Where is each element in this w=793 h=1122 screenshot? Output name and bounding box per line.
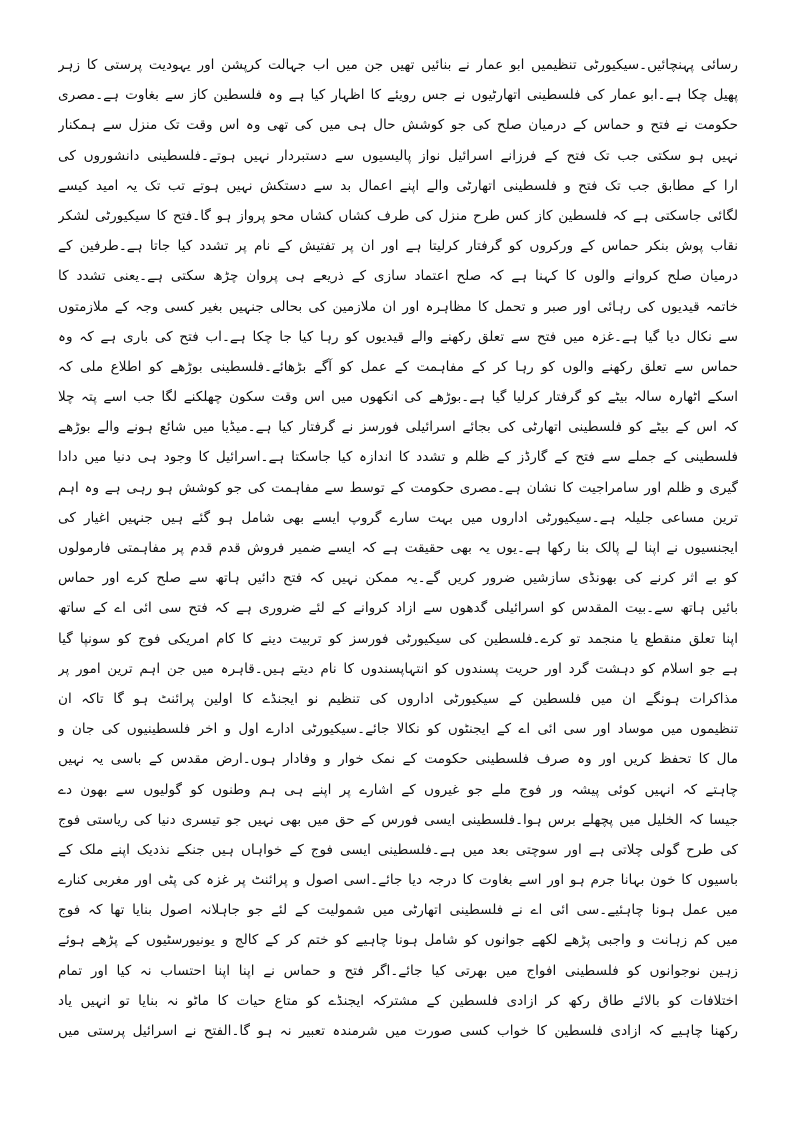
text-line: کی طرح گولی چلاتی ہے اور سوچتی بعد میں ہے۔فلسطینی ایسی فوج کے خواہاں ہیں جنکے نذدیک اپنے ملک کے (58, 841, 738, 858)
text-line: چاہتے کہ انہیں کوئی پیشہ ور فوج ملے جو غیروں کے اشارے پر اپنے ہی ہم وطنوں کو گولیوں سے بھون دے (58, 781, 738, 798)
text-line: نقاب پوش بنکر حماس کے ورکروں کو گرفتار کرلیتا ہے اور ان پر تفتیش کے نام پر تشدد کیا جاتا ہے۔طرفین کے (58, 238, 738, 255)
text-line: لگائی جاسکتی ہے کہ فلسطین کاز کس طرح منزل کی طرف کشاں کشاں محو پرواز ہو گا۔فتح کا سیکیورٹی لشکر (58, 207, 738, 224)
text-line: بائیں ہاتھ سے۔بیت المقدس کو اسرائیلی گدھوں سے ازاد کروانے کے لئے ضروری ہے کہ فتح سی ائی اے کے ساتھ (58, 600, 738, 617)
text-line: میں کم زہانت و واجبی پڑھے لکھے جوانوں کو شامل ہونا چاہیے کو ختم کر کے کالج و یونیورسٹیوں کے پڑھے ہوئے (58, 932, 738, 949)
text-line: ایجنسیوں نے اپنا لے پالک بنا رکھا ہے۔یوں یہ بھی حقیقت ہے کہ ایسے ضمیر فروش قدم قدم پر مفاہمتی فارمولوں (58, 540, 738, 556)
text-line: باسیوں کا خون بہانا جرم ہو اور اسے بغاوت کا درجہ دیا جائے۔اسی اصول و پرائنٹ پر غزہ کی پٹی اور مغربی کنارے (58, 872, 738, 889)
document-body (58, 50, 738, 1110)
text-line: اسکے اٹھارہ سالہ بیٹے کو گرفتار کرلیا گیا ہے۔بوڑھے کی انکھوں میں اس وقت سکون چھلکنے لگا جب اسے پتہ چلا (58, 389, 738, 406)
text-line: رسائی پہنچائیں۔سیکیورٹی تنظیمیں ابو عمار نے بنائیں تھیں جن میں اب جہالت کرپشن اور یہودیت پرستی کا زہر (58, 57, 738, 73)
text-line: مذاکرات ہونگے ان میں فلسطین کے سیکیورٹی اداروں کی تنظیم نو ایجنڈے کا اولین پرائنٹ ہو گا تاکہ ان (58, 690, 738, 707)
text-line: مال کا تحفظ کریں اور وہ صرف فلسطینی حکومت کے نمک خوار و وفادار ہوں۔ارض مقدس کے باسی یہ نہیں (58, 751, 738, 768)
text-line: سے نکال دیا گیا ہے۔غزہ میں فتح سے تعلق رکھنے والے قیدیوں کو رہا کیا جا چکا ہے۔اب فتح کی باری ہے کہ وہ (58, 328, 738, 345)
text-line: گیری و ظلم اور سامراجیت کا نشان ہے۔مصری حکومت کے توسط سے مفاہمت کی جو کوشش ہو رہی ہے وہ اہم (58, 479, 738, 496)
text-line: رکھنا چاہیے کہ ازادی فلسطین کا خواب کسی صورت میں شرمندہ تعبیر نہ ہو گا۔الفتح نے اسرائیل پرستی میں (58, 1023, 738, 1039)
text-line: درمیان صلح کروانے والوں کا کہنا ہے کہ صلح اعتماد سازی کے ذریعے ہی پروان چڑھ سکتی ہے۔یعنی تشدد کا (58, 268, 738, 285)
text-line: ہے جو اسلام کو دہشت گرد اور حریت پسندوں کو انتہاپسندوں کا نام دیتے ہیں۔قاہرہ میں جن اہم ترین امور پر (58, 660, 738, 677)
text-line: ارا کے مطابق جب تک فتح و فلسطینی اتھارٹی والے اپنے اعمال بد سے دستکش نہیں ہوتے تب تک یہ امید کیسے (58, 177, 738, 194)
text-line: حماس سے تعلق رکھنے والوں کو رہا کر کے مفاہمت کے عمل کو آگے بڑھائے۔فلسطینی بوڑھے کو اطلاع ملی کہ (58, 358, 738, 375)
text-line: تنظیموں میں موساد اور سی ائی اے کے ایجنٹوں کو نکالا جائے۔سیکیورٹی ادارے اول و اخر فلسطینیوں کی جان و (58, 721, 738, 738)
text-line: فلسطینی کے جملے سے فتح کے گارڈز کے ظلم و تشدد کا اندازہ کیا جاسکتا ہے۔اسرائیل کا وجود ہی دنیا میں دادا (58, 449, 738, 466)
text-line: جیسا کہ الخلیل میں پچھلے برس ہوا۔فلسطینی ایسی فورس کے حق میں بھی نہیں جو تیسری دنیا کی ریاستی فوج (58, 811, 738, 828)
text-line: حکومت نے فتح و حماس کے درمیان صلح کی جو کوشش حال ہی میں کی تھی وہ اس وقت تک منزل سے ہمکنار (58, 117, 738, 134)
text-line: خاتمہ قیدیوں کی رہائی اور صبر و تحمل کا مظاہرہ اور ان ملازمین کی بحالی جنہیں بغیر کسی وجہ کے ملازمتوں (58, 298, 738, 315)
text-line: اختلافات کو بالائے طاق رکھ کر ازادی فلسطین کے مشترکہ ایجنڈے کو متاع حیات کا ماٹو نہ بنایا تو انہیں یاد (58, 992, 738, 1009)
text-line: زہین نوجوانوں کو فلسطینی افواج میں بھرتی کیا جائے۔اگر فتح و حماس نے اپنا اپنا احتساب نہ کیا اور تمام (58, 962, 738, 979)
text-line: اپنا تعلق منقطع یا منجمد تو کرے۔فلسطین کی سیکیورٹی فورسز کو تربیت دینے کا کام امریکی فوج کو سونپا گیا (58, 630, 738, 647)
text-line: ترین مساعی جلیلہ ہے۔سیکیورٹی اداروں میں بہت سارے گروپ ایسے بھی شامل ہو گئے ہیں جنہیں اغیار کی (58, 509, 738, 526)
text-line: پھیل چکا ہے۔ابو عمار کی فلسطینی اتھارٹیوں نے جس رویئے کا اظہار کیا ہے وہ فلسطین کاز سے بغاوت ہے۔مصری (58, 87, 738, 104)
text-line: کہ اس کے بیٹے کو فلسطینی اتھارٹی کی بجائے اسرائیلی فورسز نے گرفتار کیا ہے۔میڈیا میں شائع ہونے والے بوڑھے (58, 419, 738, 436)
text-line: نہیں ہو سکتی جب تک فتح کے فرزانے اسرائیل نواز پالیسیوں سے دستبردار نہیں ہوتے۔فلسطینی دانشوروں کی (58, 147, 738, 164)
text-line: کو بے اثر کرنے کی بھونڈی سازشیں ضرور کریں گے۔یہ ممکن نہیں کہ فتح دائیں ہاتھ سے صلح کرے اور حماس (58, 570, 738, 587)
text-line: میں عمل ہونا چاہئیے۔سی ائی اے نے فلسطینی اتھارٹی میں شمولیت کے لئے جو جاہلانہ اصول بنایا تھا کہ فوج (58, 902, 738, 919)
